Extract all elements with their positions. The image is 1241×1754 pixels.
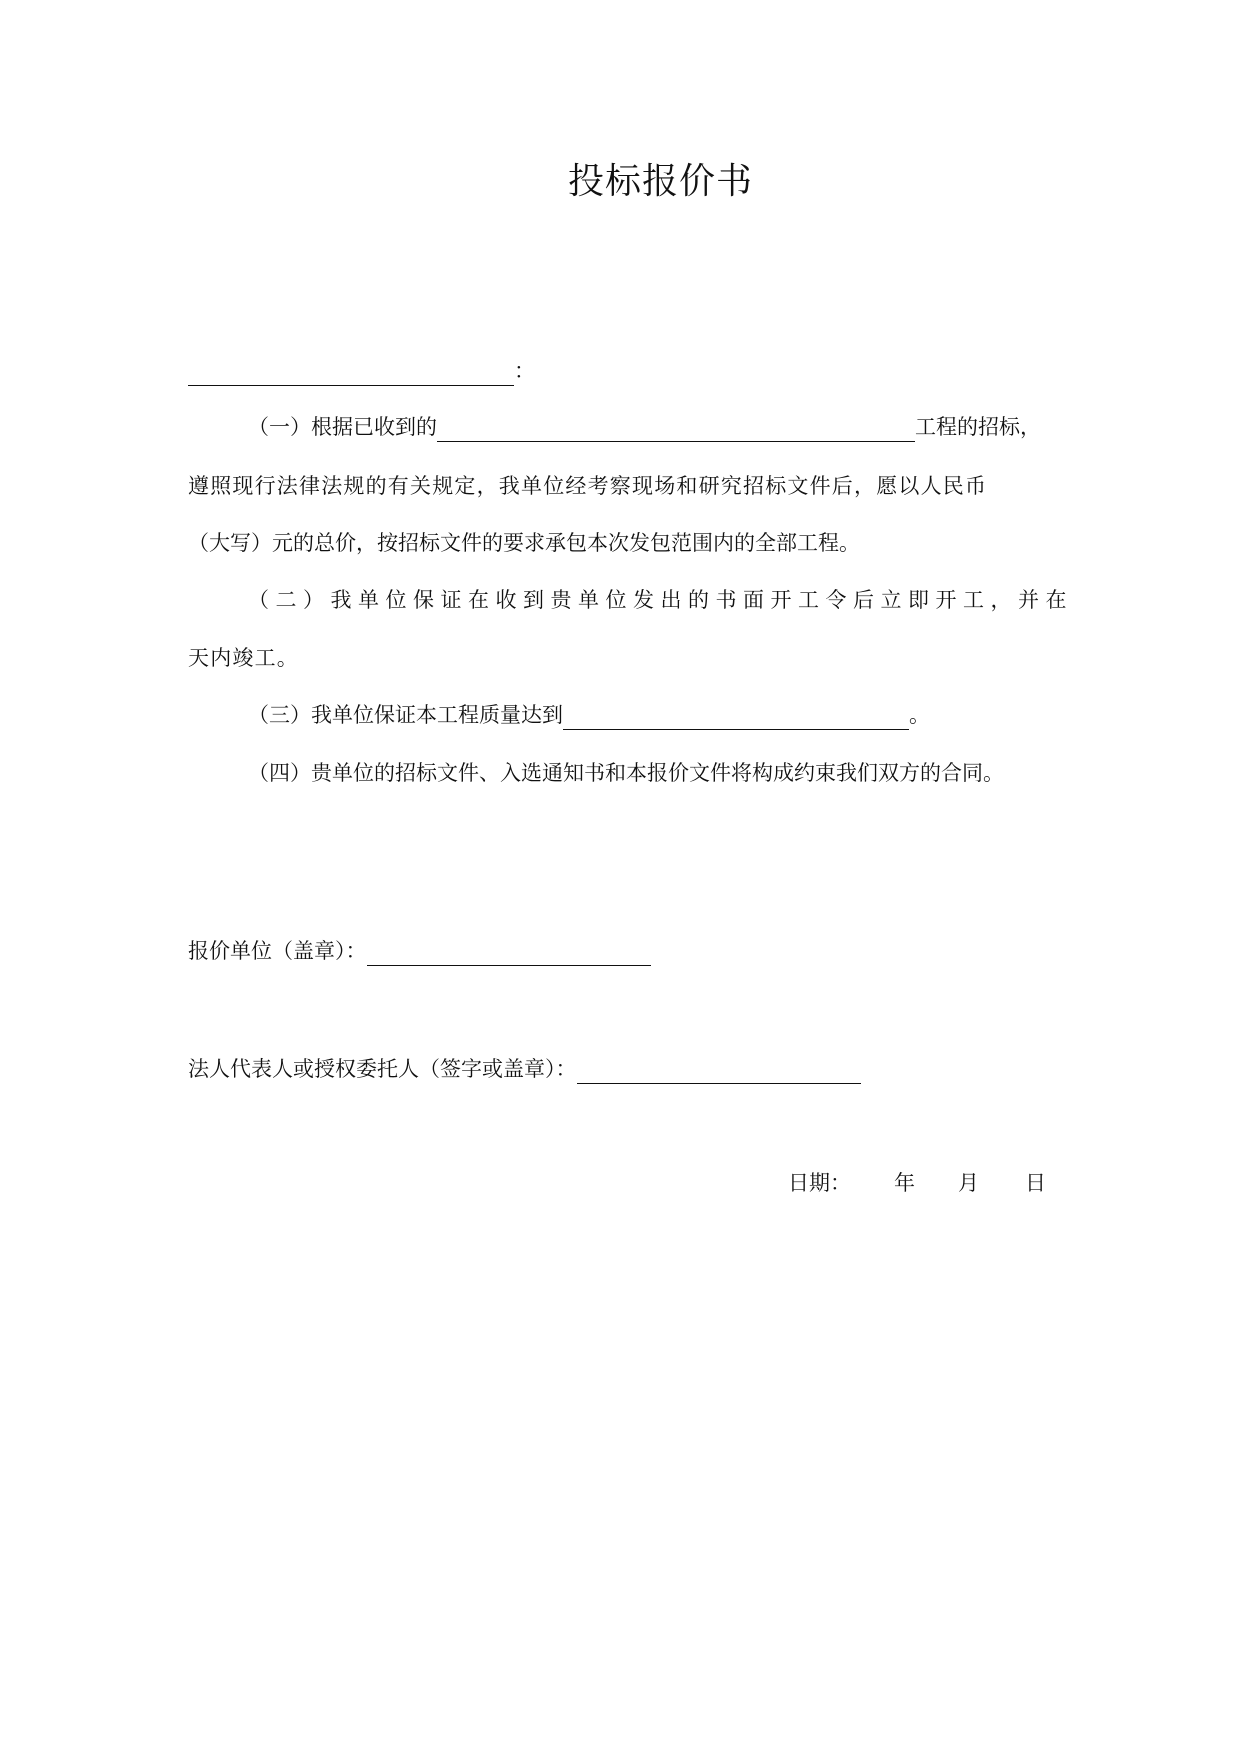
- para4-line: （四）贵单位的招标文件、入选通知书和本报价文件将构成约束我们双方的合同。: [248, 761, 1004, 785]
- representative-blank[interactable]: [577, 1061, 861, 1084]
- document-title: 投标报价书: [567, 161, 753, 202]
- para3-line: [248, 700, 930, 730]
- representative-line: [188, 1054, 861, 1084]
- date-day: 日: [1025, 1171, 1046, 1195]
- para2-line1: （二）我单位保证在收到贵单位发出的书面开工令后立即开工，并在: [248, 588, 1073, 612]
- para1-line3: （大写）元的总价，按招标文件的要求承包本次发包范围内的全部工程。: [188, 531, 860, 555]
- representative-label: 法人代表人或授权委托人（签字或盖章）：: [188, 1057, 577, 1081]
- para2-line2: 天内竣工。: [188, 646, 299, 670]
- para3-suffix: 。: [909, 703, 930, 727]
- quality-blank[interactable]: [563, 707, 909, 730]
- addressee-blank[interactable]: [188, 363, 514, 386]
- date-year: 年: [894, 1171, 915, 1195]
- unit-seal-label: 报价单位（盖章）：: [188, 939, 367, 963]
- para1-line2: 遵照现行法律法规的有关规定，我单位经考察现场和研究招标文件后，愿以人民币: [188, 474, 988, 498]
- addressee-line: [188, 356, 535, 386]
- para1-suffix: 工程的招标，: [915, 415, 1041, 439]
- para3-prefix: （三）我单位保证本工程质量达到: [248, 703, 563, 727]
- project-name-blank[interactable]: [437, 419, 915, 442]
- addressee-colon: ：: [514, 359, 535, 383]
- date-label: 日期：: [788, 1171, 851, 1195]
- para1-line1: [248, 412, 1041, 442]
- unit-seal-blank[interactable]: [367, 943, 651, 966]
- unit-seal-line: [188, 936, 651, 966]
- date-month: 月: [958, 1171, 979, 1195]
- para1-prefix: （一）根据已收到的: [248, 415, 437, 439]
